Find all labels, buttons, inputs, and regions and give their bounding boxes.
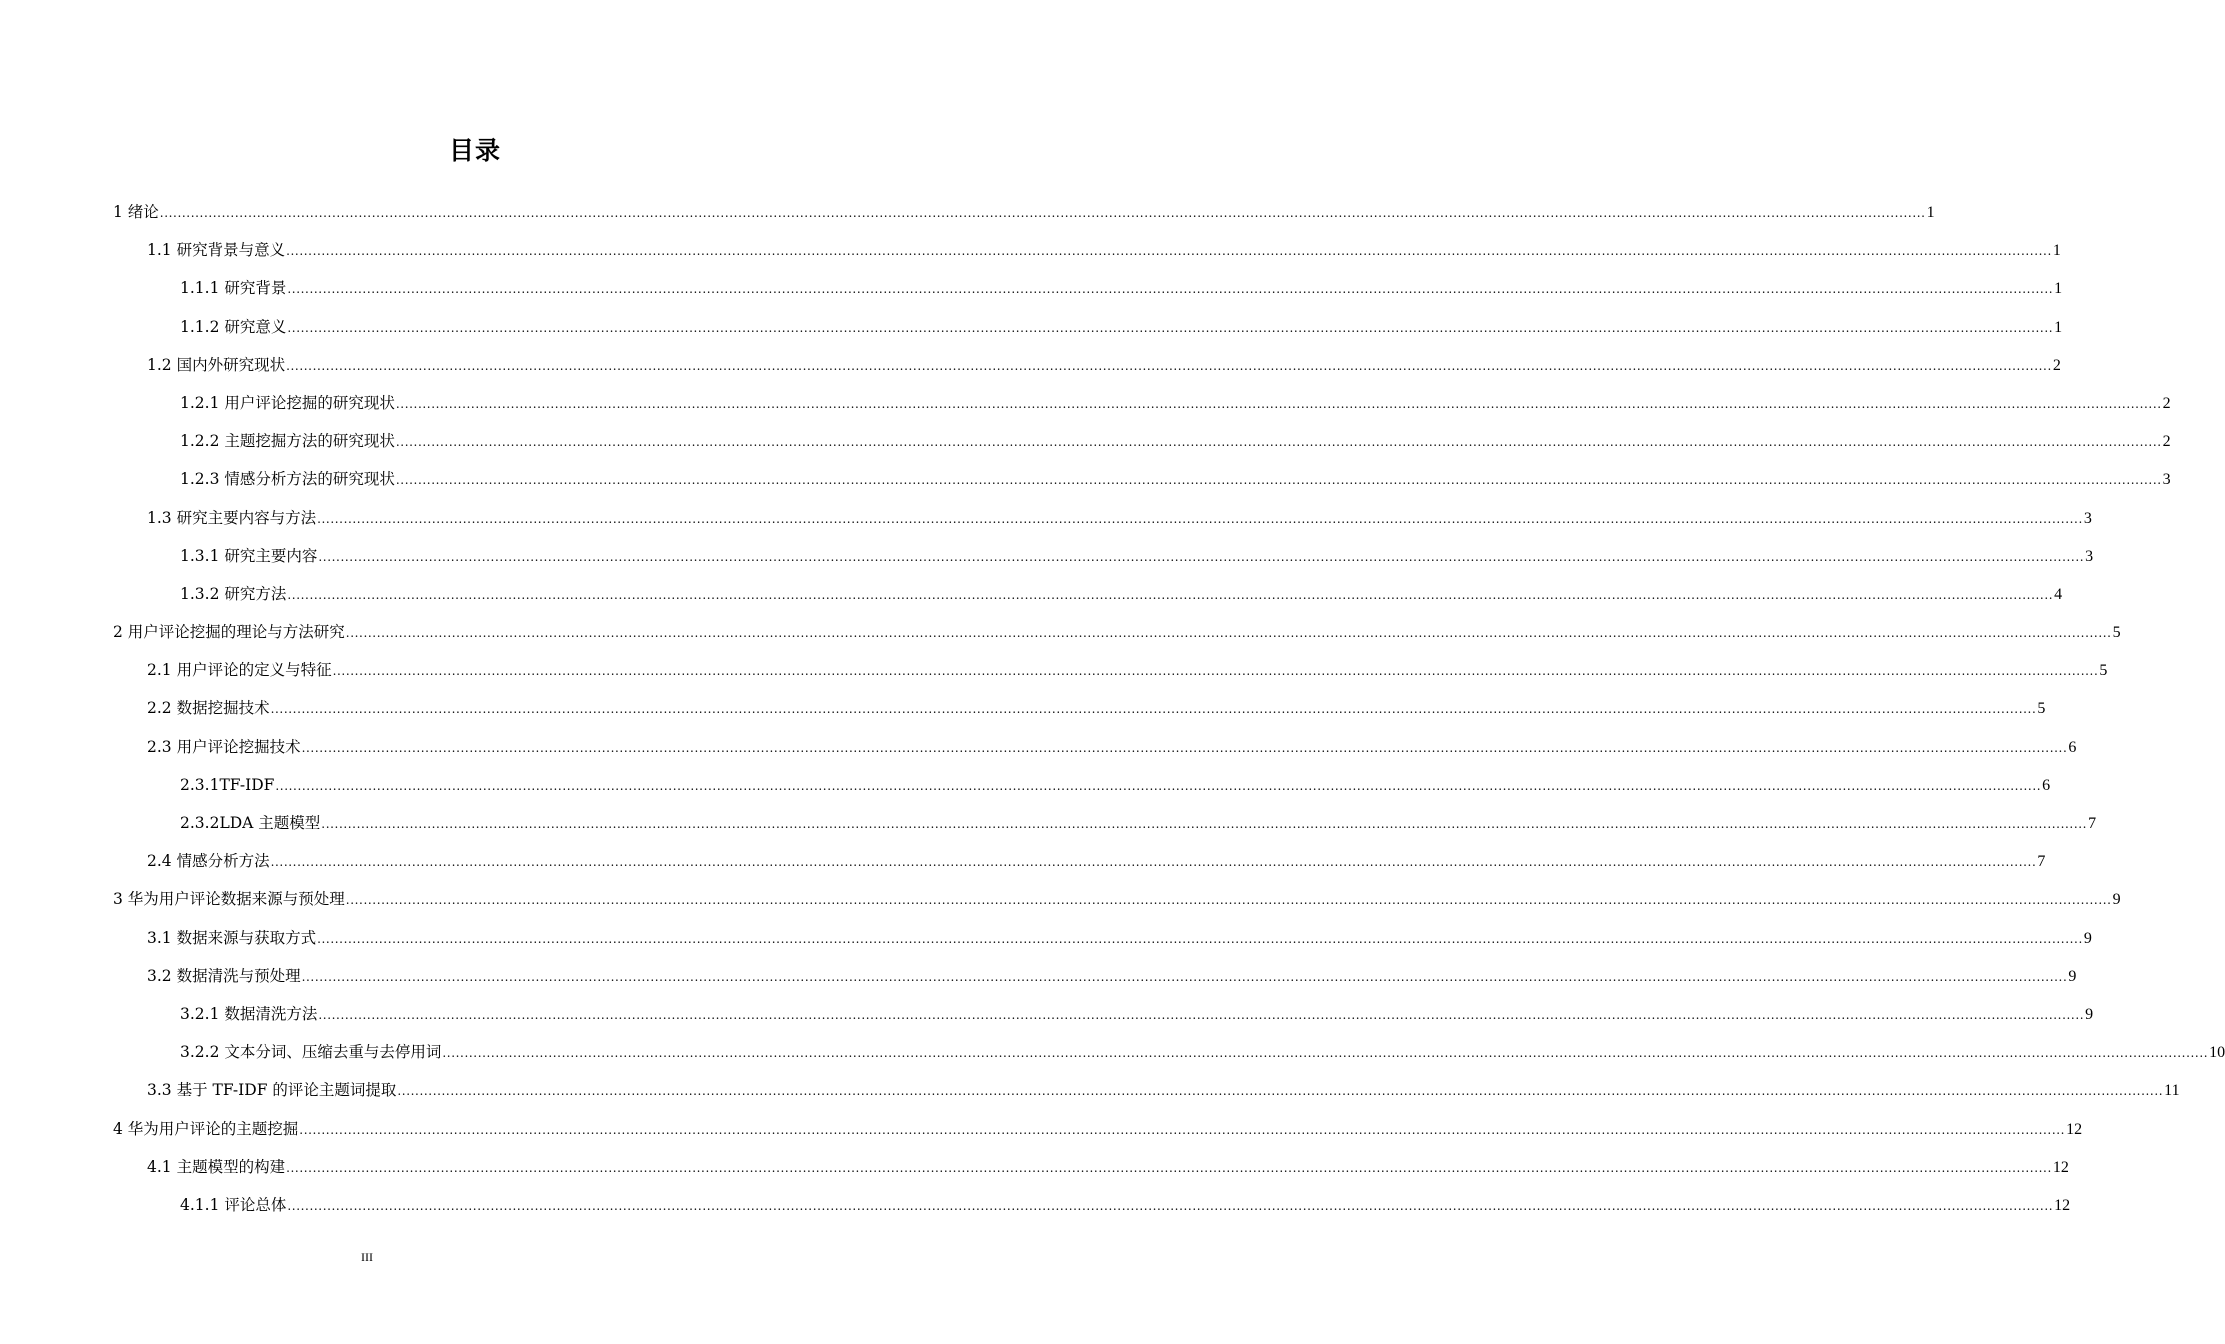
dot-leader: ................................................................................................................................................................................................................................................................................................................................................................................................................ xyxy=(345,893,2112,908)
toc-entry-page: 9 xyxy=(2085,1005,2094,1023)
dot-leader: ................................................................................................................................................................................................................................................................................................................................................................................................................ xyxy=(159,206,1926,220)
page-title: 目录 xyxy=(448,136,501,165)
toc-entry-page: 12 xyxy=(2066,1120,2083,1138)
toc-entry-title: 1.3 研究主要内容与方法 xyxy=(147,508,317,527)
toc-entry[interactable] xyxy=(113,422,2171,460)
toc-entry-title: 3.1 数据来源与获取方式 xyxy=(147,928,317,947)
toc-entry[interactable] xyxy=(113,880,2121,918)
toc-entry[interactable] xyxy=(113,499,2092,537)
toc-entry-title: 1.2.1 用户评论挖掘的研究现状 xyxy=(180,393,395,412)
toc-entry[interactable] xyxy=(113,384,2171,422)
toc-entry-page: 3 xyxy=(2162,471,2171,489)
toc-entry-title: 1.2.3 情感分析方法的研究现状 xyxy=(180,470,395,489)
toc-entry-page: 9 xyxy=(2112,891,2121,909)
dot-leader: ................................................................................................................................................................................................................................................................................................................................................................................................................ xyxy=(301,740,2068,755)
toc-entry-title: 1.1 研究背景与意义 xyxy=(147,241,286,260)
toc-entry[interactable] xyxy=(113,842,2046,880)
toc-entry[interactable] xyxy=(113,231,2061,269)
toc-entry-title: 1.3.1 研究主要内容 xyxy=(180,546,318,565)
toc-entry-title: 2.1 用户评论的定义与特征 xyxy=(147,661,332,680)
toc-entry-page: 5 xyxy=(2037,700,2046,718)
toc-entry[interactable] xyxy=(113,193,1935,231)
toc-entry-page: 2 xyxy=(2162,433,2171,451)
toc-entry[interactable] xyxy=(113,346,2061,384)
dot-leader: ................................................................................................................................................................................................................................................................................................................................................................................................................ xyxy=(317,511,2083,526)
toc-entry-title: 1.3.2 研究方法 xyxy=(180,584,287,603)
toc-entry-page: 12 xyxy=(2052,1158,2069,1176)
dot-leader: ................................................................................................................................................................................................................................................................................................................................................................................................................ xyxy=(395,396,2162,411)
toc-entry[interactable] xyxy=(113,651,2108,689)
dot-leader: ................................................................................................................................................................................................................................................................................................................................................................................................................ xyxy=(317,931,2083,946)
toc-entry[interactable] xyxy=(113,995,2094,1033)
toc-entry-title: 1 绪论 xyxy=(113,203,159,221)
toc-entry[interactable] xyxy=(113,308,2063,346)
toc-entry[interactable] xyxy=(113,1186,2071,1224)
toc-entry[interactable] xyxy=(113,957,2077,995)
toc-entry-title: 3 华为用户评论数据来源与预处理 xyxy=(113,890,345,909)
toc-entry-title: 1.1.1 研究背景 xyxy=(180,279,287,298)
dot-leader: ................................................................................................................................................................................................................................................................................................................................................................................................................ xyxy=(287,587,2054,602)
toc-entry[interactable] xyxy=(113,766,2051,804)
toc-entry-title: 2.2 数据挖掘技术 xyxy=(147,699,270,718)
toc-entry-title: 2.3 用户评论挖掘技术 xyxy=(147,737,301,756)
toc-entry-page: 9 xyxy=(2083,929,2092,947)
toc-entry[interactable] xyxy=(113,269,2063,307)
toc-entry-title: 3.2.1 数据清洗方法 xyxy=(180,1004,318,1023)
toc-entry-page: 4 xyxy=(2054,585,2063,603)
dot-leader: ................................................................................................................................................................................................................................................................................................................................................................................................................ xyxy=(321,817,2088,831)
toc-entry-page: 7 xyxy=(2088,815,2097,832)
dot-leader: ................................................................................................................................................................................................................................................................................................................................................................................................................ xyxy=(345,626,2112,641)
dot-leader: ................................................................................................................................................................................................................................................................................................................................................................................................................ xyxy=(287,282,2054,297)
toc-entry-title: 4.1.1 评论总体 xyxy=(180,1195,287,1214)
dot-leader: ................................................................................................................................................................................................................................................................................................................................................................................................................ xyxy=(287,320,2054,335)
toc-entry-page: 9 xyxy=(2068,967,2077,985)
toc-entry-page: 12 xyxy=(2054,1196,2071,1214)
toc-entry-page: 3 xyxy=(2085,547,2094,565)
toc-entry-title: 4.1 主题模型的构建 xyxy=(147,1157,286,1176)
toc-entry[interactable] xyxy=(113,728,2077,766)
toc-entry-page: 1 xyxy=(2052,242,2061,260)
dot-leader: ................................................................................................................................................................................................................................................................................................................................................................................................................ xyxy=(395,473,2162,488)
toc-entry-page: 1 xyxy=(2054,318,2063,336)
toc-entry-title: 4 华为用户评论的主题挖掘 xyxy=(113,1119,299,1138)
toc-entry-page: 2 xyxy=(2052,356,2061,374)
toc-entry-title: 2.4 情感分析方法 xyxy=(147,852,270,871)
toc-entry[interactable] xyxy=(113,613,2121,651)
dot-leader: ................................................................................................................................................................................................................................................................................................................................................................................................................ xyxy=(275,778,2042,793)
table-of-contents xyxy=(113,193,2225,1224)
dot-leader: ................................................................................................................................................................................................................................................................................................................................................................................................................ xyxy=(270,702,2037,717)
toc-entry[interactable] xyxy=(113,460,2171,498)
dot-leader: ................................................................................................................................................................................................................................................................................................................................................................................................................ xyxy=(299,1122,2066,1137)
toc-entry-page: 6 xyxy=(2068,738,2077,756)
dot-leader: ................................................................................................................................................................................................................................................................................................................................................................................................................ xyxy=(395,435,2162,450)
dot-leader: ................................................................................................................................................................................................................................................................................................................................................................................................................ xyxy=(286,358,2052,373)
toc-entry[interactable] xyxy=(113,689,2046,727)
dot-leader: ................................................................................................................................................................................................................................................................................................................................................................................................................ xyxy=(332,664,2099,679)
toc-entry[interactable] xyxy=(113,919,2092,957)
toc-entry-title: 3.3 基于 TF-IDF 的评论主题词提取 xyxy=(147,1081,397,1100)
toc-entry-title: 1.2.2 主题挖掘方法的研究现状 xyxy=(180,432,395,451)
toc-entry[interactable] xyxy=(113,1033,2225,1071)
toc-entry[interactable] xyxy=(113,804,2097,842)
toc-entry-page: 1 xyxy=(2054,280,2063,298)
toc-entry-title: 3.2.2 文本分词、压缩去重与去停用词 xyxy=(180,1043,442,1062)
toc-entry-page: 11 xyxy=(2164,1082,2180,1100)
toc-entry-title: 3.2 数据清洗与预处理 xyxy=(147,966,301,985)
toc-entry[interactable] xyxy=(113,1071,2180,1109)
toc-entry-title: 2.3.2LDA 主题模型 xyxy=(180,814,321,832)
dot-leader: ................................................................................................................................................................................................................................................................................................................................................................................................................ xyxy=(286,244,2052,259)
toc-entry-title: 1.1.2 研究意义 xyxy=(180,317,287,336)
toc-entry-page: 5 xyxy=(2099,662,2108,680)
toc-entry-page: 6 xyxy=(2042,776,2051,794)
dot-leader: ................................................................................................................................................................................................................................................................................................................................................................................................................ xyxy=(301,969,2068,984)
toc-entry[interactable] xyxy=(113,1148,2069,1186)
dot-leader: ................................................................................................................................................................................................................................................................................................................................................................................................................ xyxy=(442,1046,2209,1061)
toc-entry-title: 1.2 国内外研究现状 xyxy=(147,355,286,374)
toc-entry[interactable] xyxy=(113,575,2063,613)
dot-leader: ................................................................................................................................................................................................................................................................................................................................................................................................................ xyxy=(318,1007,2085,1022)
toc-entry[interactable] xyxy=(113,537,2094,575)
dot-leader: ................................................................................................................................................................................................................................................................................................................................................................................................................ xyxy=(270,855,2037,870)
toc-entry[interactable] xyxy=(113,1110,2083,1148)
page-number: III xyxy=(361,1250,373,1264)
toc-entry-title: 2.3.1TF-IDF xyxy=(180,775,275,794)
dot-leader: ................................................................................................................................................................................................................................................................................................................................................................................................................ xyxy=(397,1084,2164,1099)
dot-leader: ................................................................................................................................................................................................................................................................................................................................................................................................................ xyxy=(286,1160,2052,1175)
toc-entry-page: 5 xyxy=(2112,624,2121,642)
toc-entry-page: 1 xyxy=(1926,204,1935,221)
toc-entry-title: 2 用户评论挖掘的理论与方法研究 xyxy=(113,623,345,642)
toc-entry-page: 10 xyxy=(2209,1044,2225,1062)
dot-leader: ................................................................................................................................................................................................................................................................................................................................................................................................................ xyxy=(318,549,2085,564)
dot-leader: ................................................................................................................................................................................................................................................................................................................................................................................................................ xyxy=(287,1198,2054,1213)
toc-entry-page: 3 xyxy=(2083,509,2092,527)
toc-entry-page: 2 xyxy=(2162,394,2171,412)
toc-entry-page: 7 xyxy=(2037,853,2046,871)
